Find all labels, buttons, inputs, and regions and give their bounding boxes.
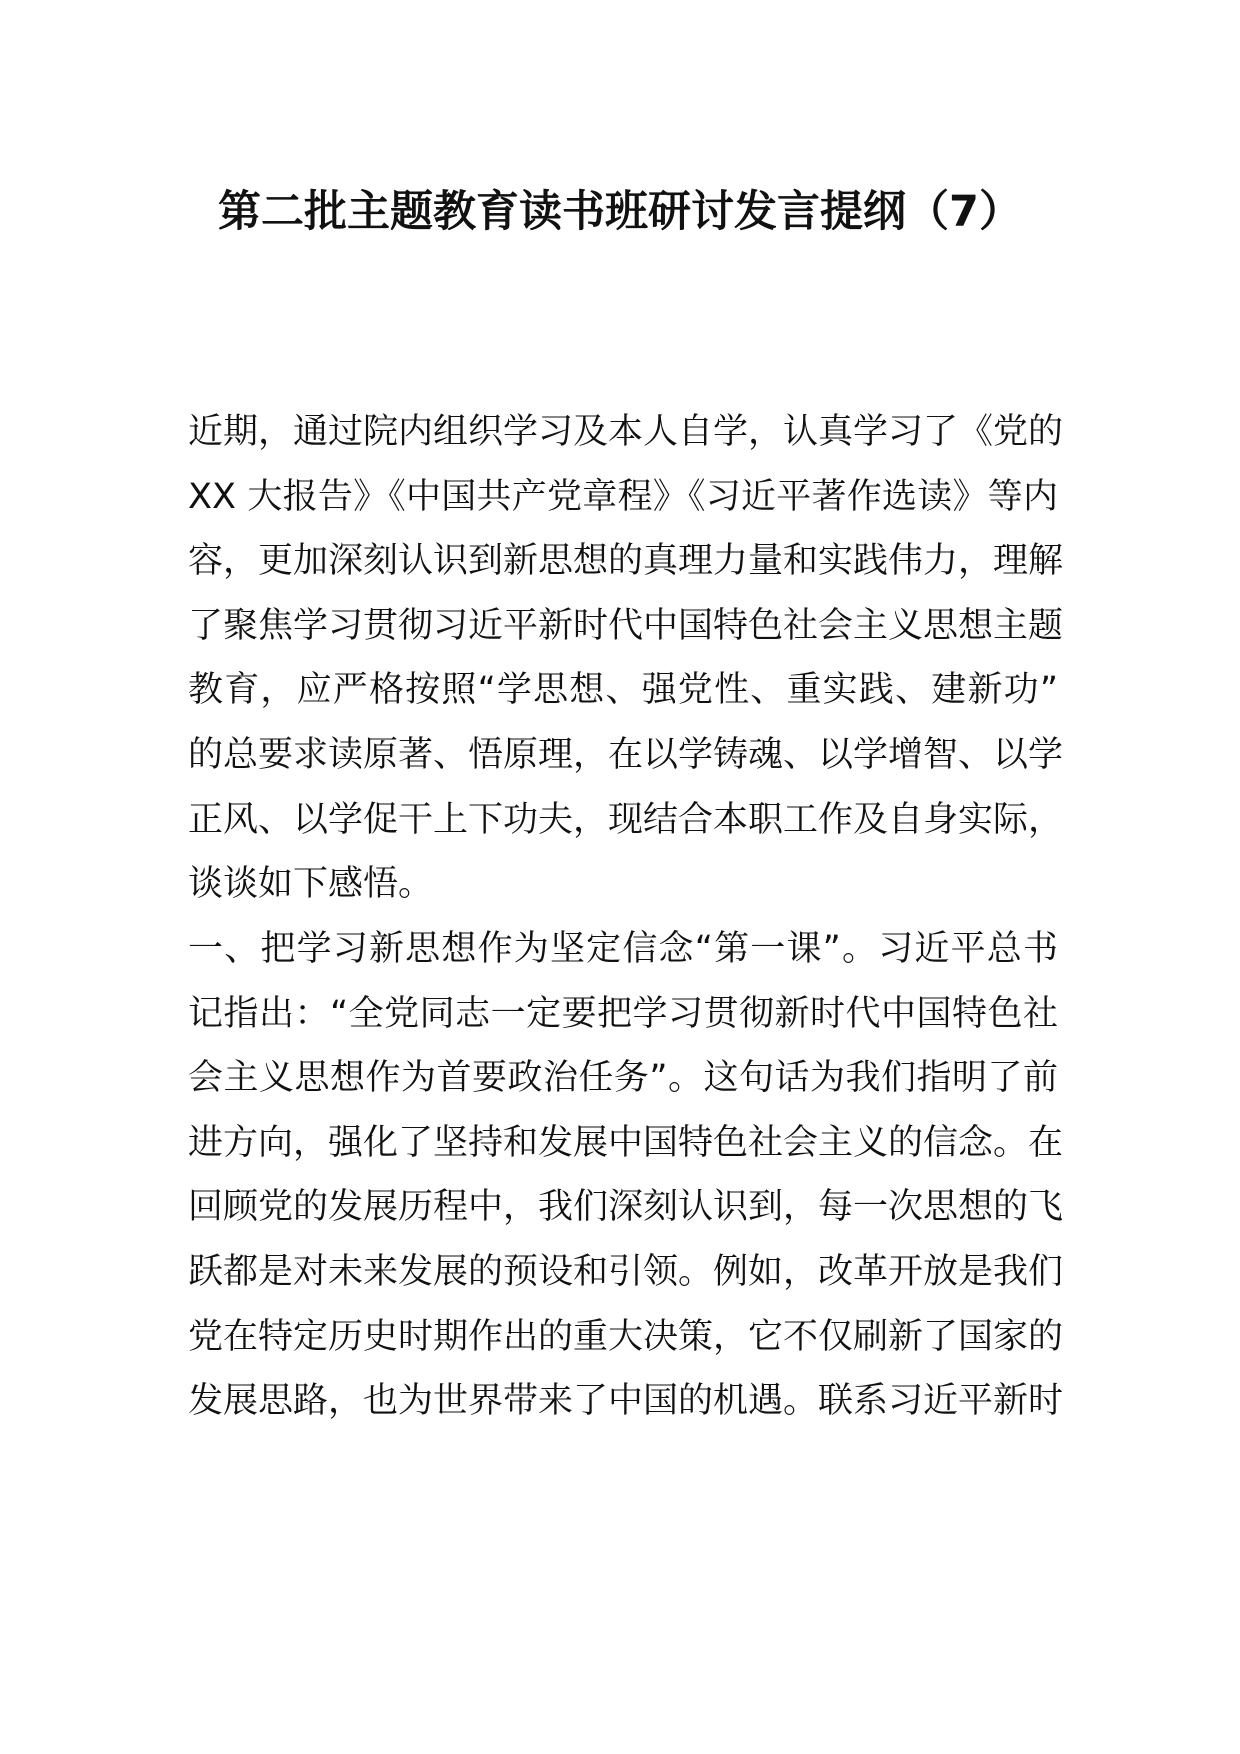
- document-title: 第二批主题教育读书班研讨发言提纲（7）: [218, 187, 1022, 237]
- paragraph-intro: [188, 400, 1064, 917]
- text-line: 教育，应严格按照“学思想、强党性、重实践、建新功”: [188, 670, 1058, 711]
- text-line: 发展思路，也为世界带来了中国的机遇。联系习近平新时: [188, 1381, 1064, 1422]
- text-line: 会主义思想作为首要政治任务”。这句话为我们指明了前: [188, 1058, 1058, 1099]
- text-line: 记指出：“全党同志一定要把学习贯彻新时代中国特色社: [188, 993, 1058, 1034]
- text-line: 的总要求读原著、悟原理，在以学铸魂、以学增智、以学: [188, 734, 1064, 775]
- text-line: 党在特定历史时期作出的重大决策，它不仅刷新了国家的: [188, 1316, 1064, 1357]
- text-line: 谈谈如下感悟。: [188, 864, 434, 905]
- text-line: 正风、以学促干上下功夫，现结合本职工作及自身实际，: [188, 799, 1064, 840]
- text-line: 回顾党的发展历程中，我们深刻认识到，每一次思想的飞: [188, 1187, 1064, 1228]
- text-line: XX 大报告》《中国共产党章程》《习近平著作选读》等内: [188, 476, 1058, 517]
- text-line: 跃都是对未来发展的预设和引领。例如，改革开放是我们: [188, 1251, 1064, 1292]
- text-line: 了聚焦学习贯彻习近平新时代中国特色社会主义思想主题: [188, 605, 1064, 646]
- text-line: 近期，通过院内组织学习及本人自学，认真学习了《党的: [188, 412, 1064, 452]
- paragraph-section-one: [188, 917, 1064, 1434]
- text-line: 容，更加深刻认识到新思想的真理力量和实践伟力，理解: [188, 541, 1064, 582]
- text-line: 进方向，强化了坚持和发展中国特色社会主义的信念。在: [188, 1122, 1064, 1163]
- text-line: 一、把学习新思想作为坚定信念“第一课”。习近平总书: [188, 929, 1058, 969]
